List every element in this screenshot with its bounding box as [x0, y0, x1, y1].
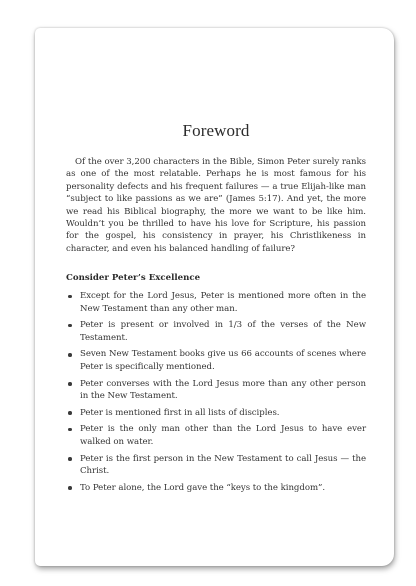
bullet-item — [66, 453, 366, 478]
bullet-icon — [68, 457, 72, 461]
bullet-icon — [68, 411, 72, 415]
page-title: Foreword — [182, 121, 250, 140]
bullet-text: Peter is the first person in the New Testament to call Jesus — the Christ. — [80, 453, 366, 476]
bullet-icon — [68, 324, 72, 328]
bullet-list — [66, 290, 366, 494]
bullet-item — [66, 423, 366, 448]
bullet-text: Peter is the only man other than the Lord Jesus to have ever walked on water. — [80, 424, 366, 447]
section-heading: Consider Peter’s Excellence — [66, 273, 201, 284]
bullet-item — [66, 290, 366, 315]
bullet-icon — [68, 382, 72, 386]
bullet-item — [66, 378, 366, 403]
bullet-item — [66, 482, 366, 494]
bullet-text: Seven New Testament books give us 66 accounts of scenes where Peter is specifically mentioned. — [80, 349, 366, 372]
bullet-icon — [68, 295, 72, 299]
bullet-text: Peter converses with the Lord Jesus more than any other person in the New Testament. — [80, 378, 366, 401]
bullet-item — [66, 348, 366, 373]
bullet-text: Except for the Lord Jesus, Peter is mentioned more often in the New Testament than any other man. — [80, 291, 366, 314]
bullet-text: Peter is present or involved in 1/3 of the verses of the New Testament. — [80, 320, 366, 343]
bullet-item — [66, 319, 366, 344]
bullet-text: To Peter alone, the Lord gave the “keys to the kingdom”. — [80, 482, 326, 493]
intro-paragraph: Of the over 3,200 characters in the Bible, Simon Peter surely ranks as one of the most relatable. Perhaps he is most famous for his personality defects and his frequent failures — a true Elijah-like man “subject to like passions as we are” (James 5:17). And yet, the more we read his Biblical biography, the more we want to be like him. Wouldn’t you be thrilled to have his love for Scripture, his passion for the gospel, his consistency in prayer, his Christlikeness in character, and even his balanced handling of failure? — [66, 157, 366, 254]
bullet-icon — [68, 428, 72, 432]
book-page — [35, 28, 394, 566]
bullet-item — [66, 407, 366, 419]
bullet-icon — [68, 486, 72, 490]
bullet-icon — [68, 353, 72, 357]
bullet-text: Peter is mentioned first in all lists of disciples. — [80, 407, 280, 418]
